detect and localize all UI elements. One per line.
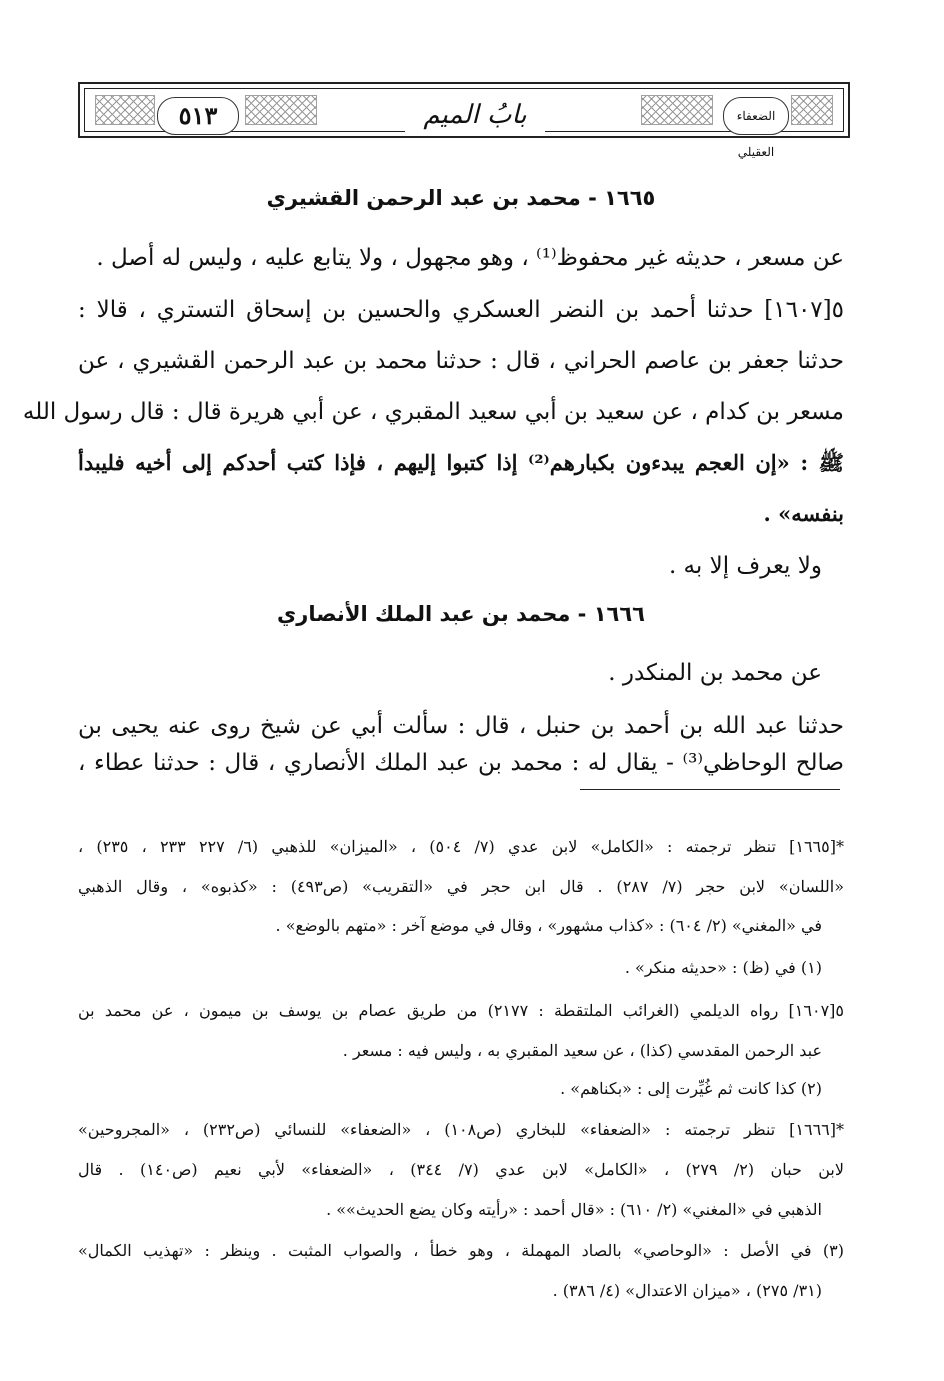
footnote-line: *[١٦٦٥] تنظر ترجمته : «الكامل» لابن عدي (٧/ ٥٠٤) ، «الميزان» للذهبي (٦/ ٢٢٧ ٢٣٣ ، ٢٣٥) ، xyxy=(78,837,844,856)
footnote-line: عبد الرحمن المقدسي (كذا) ، عن سعيد المقبري به ، وليس فيه : مسعر . xyxy=(342,1041,822,1060)
page-header xyxy=(78,82,850,159)
footnote-line: (٣١/ ٢٧٥) ، «ميزان الاعتدال» (٤/ ٣٨٦) . xyxy=(552,1281,822,1300)
text-line: صالح الوحاظي⁽³⁾ - يقال له : محمد بن عبد الملك الأنصاري ، قال : حدثنا عطاء ، xyxy=(78,750,844,776)
ornament-left-inner-icon xyxy=(245,95,317,125)
footnote-line: الذهبي في «المغني» (٢/ ٦١٠) : «قال أحمد : «رأيته وكان يضع الحديث»» . xyxy=(326,1200,822,1219)
footnote-line: لابن حبان (٢/ ٢٧٩) ، «الكامل» لابن عدي (٧/ ٣٤٤) ، «الضعفاء» لأبي نعيم (ص١٤٠) . قال xyxy=(78,1160,844,1179)
ornament-right-inner-icon xyxy=(641,95,713,125)
chapter-title: بابُ الميم xyxy=(405,95,545,135)
page-number: ٥١٣ xyxy=(157,97,239,135)
footnote-line: (٣) في الأصل : «الوحاصي» بالصاد المهملة ، وهو خطأ ، والصواب المثبت . وينظر : «تهذيب الكمال» xyxy=(78,1241,844,1260)
book-logo: الضعفاء العقيلي xyxy=(723,97,789,135)
footnote-line: (٢) كذا كانت ثم غُيِّرت إلى : «بكناهم» . xyxy=(560,1079,822,1098)
footnote-divider xyxy=(580,789,840,790)
ornament-right-icon xyxy=(791,95,833,125)
footnote-line: (١) في (ظ) : «حديثه منكر» . xyxy=(624,958,822,977)
text-line: حدثنا عبد الله بن أحمد بن حنبل ، قال : سألت أبي عن شيخ روى عنه يحيى بن xyxy=(78,713,844,739)
text-line: حدثنا جعفر بن عاصم الحراني ، قال : حدثنا محمد بن عبد الرحمن القشيري ، عن xyxy=(78,348,844,374)
entry-title: ١٦٦٥ - محمد بن عبد الرحمن القشيري xyxy=(266,186,656,210)
footnote-line: *[١٦٦٦] تنظر ترجمته : «الضعفاء» للبخاري (ص١٠٨) ، «الضعفاء» للنسائي (ص٢٣٢) ، «المجروحين» xyxy=(78,1120,844,1139)
text-line: ولا يعرف إلا به . xyxy=(668,553,822,579)
footnote-line: في «المغني» (٢/ ٦٠٤) : «كذاب مشهور» ، وقال في موضع آخر : «متهم بالوضع» . xyxy=(275,916,822,935)
hadith-text-line: ﷺ : «إن العجم يبدءون بكبارهم⁽²⁾ إذا كتبوا إليهم ، فإذا كتب أحدكم إلى أخيه فليبدأ xyxy=(78,450,845,475)
text-line: عن محمد بن المنكدر . xyxy=(608,660,822,686)
text-line: مسعر بن كدام ، عن سعيد بن أبي سعيد المقبري ، عن أبي هريرة قال : قال رسول الله xyxy=(22,399,844,425)
footnote-line: «اللسان» لابن حجر (٧/ ٢٨٧) . قال ابن حجر في «التقريب» (ص٤٩٣) : «كذبوه» ، وقال الذهبي xyxy=(78,877,845,896)
header-frame xyxy=(84,88,844,159)
entry-title: ١٦٦٦ - محمد بن عبد الملك الأنصاري xyxy=(277,602,645,626)
hadith-text-line: بنفسه» . xyxy=(763,501,844,526)
footnote-line: ٥[١٦٠٧] رواه الديلمي (الغرائب الملتقطة : ٢١٧٧) من طريق عصام بن يوسف بن ميمون ، عن محمد بن xyxy=(78,1001,845,1020)
text-line: عن مسعر ، حديثه غير محفوظ⁽¹⁾ ، وهو مجهول ، ولا يتابع عليه ، وليس له أصل . xyxy=(96,245,844,271)
ornament-left-icon xyxy=(95,95,155,125)
text-line: ٥[١٦٠٧] حدثنا أحمد بن النضر العسكري والحسين بن إسحاق التستري ، قالا : xyxy=(78,297,844,323)
